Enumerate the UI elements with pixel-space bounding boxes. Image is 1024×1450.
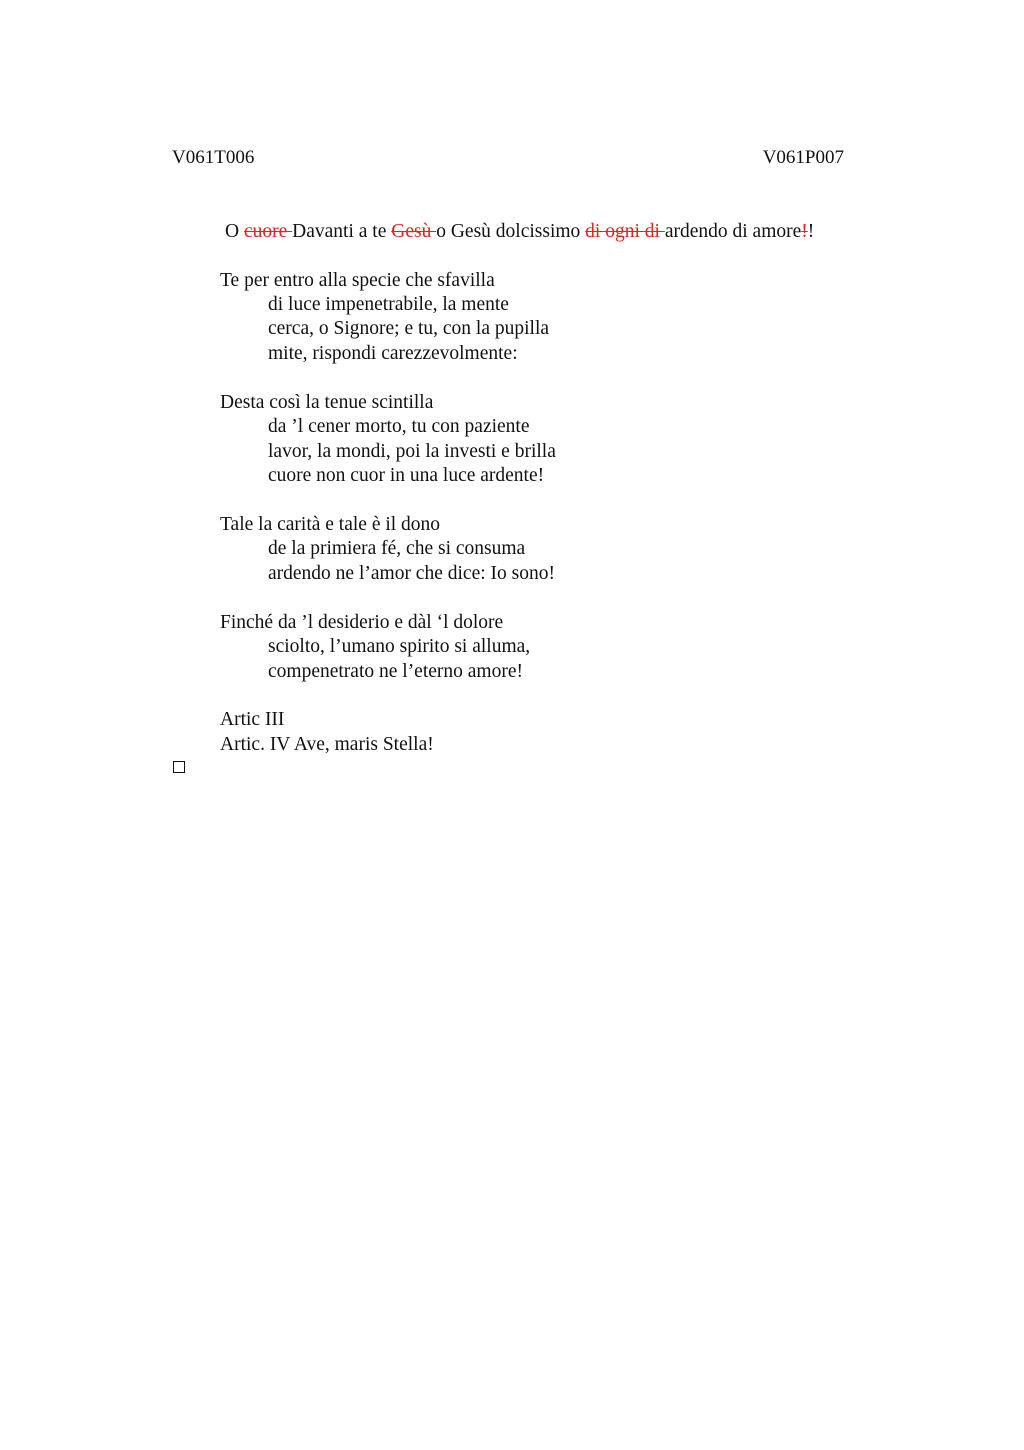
- stanza-3-line-3: ardendo ne l’amor che dice: Io sono!: [268, 563, 555, 584]
- empty-checkbox-icon: [173, 761, 185, 773]
- title-text: Davanti a te: [292, 221, 392, 242]
- stanza-4-line-2: sciolto, l’umano spirito si alluma,: [268, 636, 531, 657]
- note-artic-3: Artic III: [220, 709, 285, 730]
- stanza-4-line-1: Finché da ’l desiderio e dàl ‘l dolore: [220, 612, 504, 633]
- stanza-4-line-3: compenetrato ne l’eterno amore!: [268, 661, 523, 682]
- title-text: ardendo di amore: [664, 221, 802, 242]
- stanza-2-line-3: lavor, la mondi, poi la investi e brilla: [268, 441, 556, 462]
- stanza-3-line-1: Tale la carità e tale è il dono: [220, 514, 441, 535]
- stanza-1-line-4: mite, rispondi carezzevolmente:: [268, 343, 518, 364]
- document-code-left: V061T006: [172, 147, 255, 168]
- stanza-1-line-1: Te per entro alla specie che sfavilla: [220, 270, 495, 291]
- title-deleted-text: di ogni di: [585, 221, 665, 242]
- stanza-2-line-1: Desta così la tenue scintilla: [220, 392, 434, 413]
- stanza-2-line-2: da ’l cener morto, tu con paziente: [268, 416, 530, 437]
- stanza-1-line-2: di luce impenetrabile, la mente: [268, 294, 509, 315]
- stanza-1-line-3: cerca, o Signore; e tu, con la pupilla: [268, 318, 550, 339]
- stanza-3-line-2: de la primiera fé, che si consuma: [268, 538, 526, 559]
- title-text: O: [225, 221, 244, 242]
- title-text: !: [807, 221, 815, 242]
- document-code-right: V061P007: [762, 147, 844, 168]
- title-text: o Gesù dolcissimo: [436, 221, 586, 242]
- title-deleted-text: Gesù: [391, 221, 437, 242]
- poem-title: [225, 220, 814, 244]
- note-artic-4: Artic. IV Ave, maris Stella!: [220, 734, 434, 755]
- stanza-2-line-4: cuore non cuor in una luce ardente!: [268, 465, 545, 486]
- title-deleted-text: cuore: [243, 221, 293, 242]
- title-deleted-text: !: [801, 221, 808, 242]
